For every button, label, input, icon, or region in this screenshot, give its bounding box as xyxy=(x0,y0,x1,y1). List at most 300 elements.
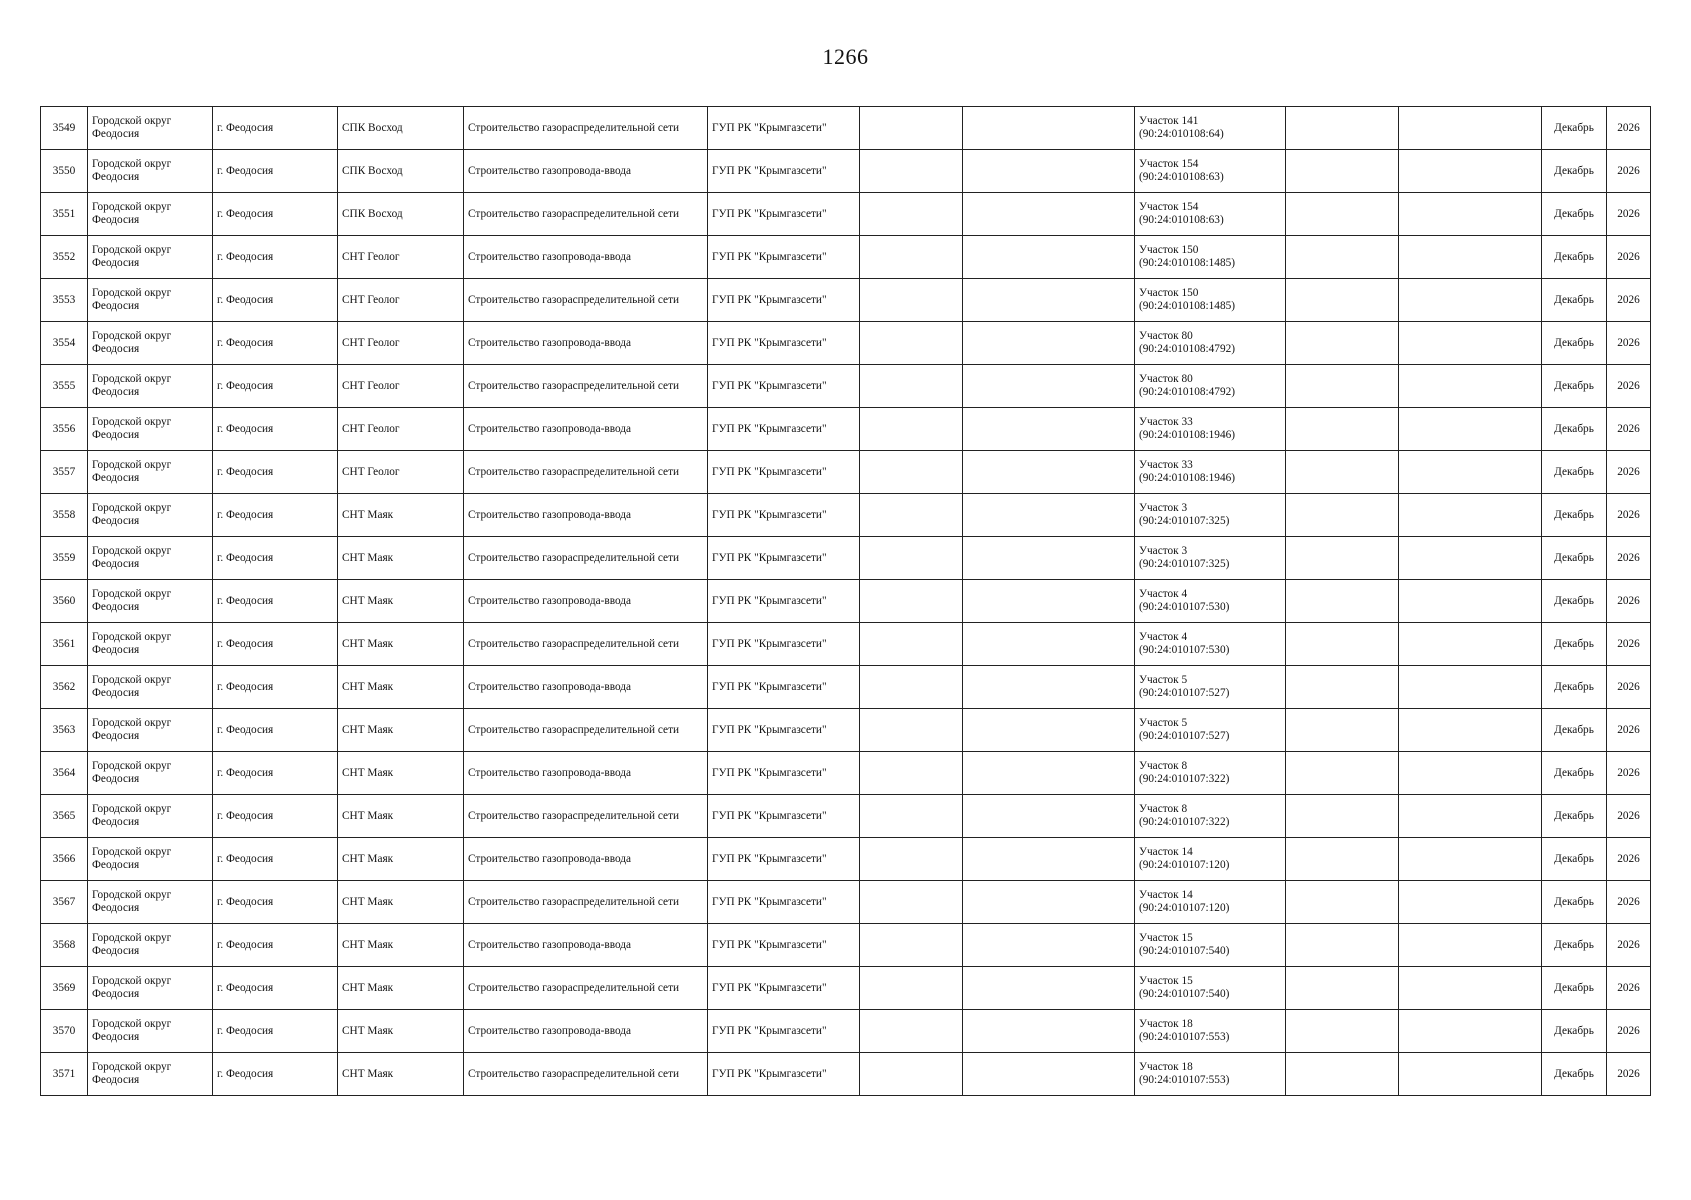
empty-cell xyxy=(860,1053,963,1096)
cadastral-number: (90:24:010108:1485) xyxy=(1139,257,1236,269)
empty-cell xyxy=(963,709,1135,752)
work-type-cell: Строительство газораспределительной сети xyxy=(464,365,708,408)
empty-cell xyxy=(860,408,963,451)
organization-cell: СНТ Маяк xyxy=(338,838,464,881)
plot-cell xyxy=(1135,322,1286,365)
table-row xyxy=(41,795,1651,838)
plot-cell xyxy=(1135,107,1286,150)
operator-cell: ГУП РК "Крымгазсети" xyxy=(708,709,860,752)
row-number: 3558 xyxy=(41,494,88,537)
empty-cell xyxy=(1399,1053,1542,1096)
empty-cell xyxy=(963,1010,1135,1053)
settlement-cell: г. Феодосия xyxy=(213,881,338,924)
work-type-cell: Строительство газопровода-ввода xyxy=(464,752,708,795)
organization-cell: СПК Восход xyxy=(338,107,464,150)
year-cell: 2026 xyxy=(1607,709,1651,752)
year-cell: 2026 xyxy=(1607,752,1651,795)
plot-cell xyxy=(1135,365,1286,408)
settlement-cell: г. Феодосия xyxy=(213,580,338,623)
empty-cell xyxy=(860,709,963,752)
empty-cell xyxy=(860,623,963,666)
plot-label: Участок 8 xyxy=(1139,803,1188,815)
empty-cell xyxy=(860,537,963,580)
plot-label: Участок 150 xyxy=(1139,244,1199,256)
table-row xyxy=(41,1053,1651,1096)
year-cell: 2026 xyxy=(1607,408,1651,451)
empty-cell xyxy=(963,580,1135,623)
settlement-cell: г. Феодосия xyxy=(213,322,338,365)
organization-cell: СНТ Геолог xyxy=(338,279,464,322)
empty-cell xyxy=(1286,322,1399,365)
empty-cell xyxy=(860,580,963,623)
empty-cell xyxy=(963,838,1135,881)
operator-cell: ГУП РК "Крымгазсети" xyxy=(708,236,860,279)
settlement-cell: г. Феодосия xyxy=(213,365,338,408)
year-cell: 2026 xyxy=(1607,537,1651,580)
year-cell: 2026 xyxy=(1607,322,1651,365)
table-row xyxy=(41,193,1651,236)
operator-cell: ГУП РК "Крымгазсети" xyxy=(708,623,860,666)
empty-cell xyxy=(860,838,963,881)
row-number: 3564 xyxy=(41,752,88,795)
settlement-cell: г. Феодосия xyxy=(213,1053,338,1096)
empty-cell xyxy=(1399,279,1542,322)
year-cell: 2026 xyxy=(1607,279,1651,322)
row-number: 3559 xyxy=(41,537,88,580)
cadastral-number: (90:24:010107:527) xyxy=(1139,687,1230,699)
district-cell: Городской округ Феодосия xyxy=(88,193,213,236)
settlement-cell: г. Феодосия xyxy=(213,795,338,838)
operator-cell: ГУП РК "Крымгазсети" xyxy=(708,494,860,537)
organization-cell: СНТ Маяк xyxy=(338,1053,464,1096)
table-row xyxy=(41,408,1651,451)
operator-cell: ГУП РК "Крымгазсети" xyxy=(708,193,860,236)
district-cell: Городской округ Феодосия xyxy=(88,408,213,451)
row-number: 3565 xyxy=(41,795,88,838)
plot-label: Участок 14 xyxy=(1139,889,1193,901)
organization-cell: СНТ Геолог xyxy=(338,408,464,451)
row-number: 3563 xyxy=(41,709,88,752)
cadastral-number: (90:24:010107:540) xyxy=(1139,945,1230,957)
empty-cell xyxy=(1286,580,1399,623)
cadastral-number: (90:24:010107:120) xyxy=(1139,902,1230,914)
operator-cell: ГУП РК "Крымгазсети" xyxy=(708,1010,860,1053)
empty-cell xyxy=(860,924,963,967)
registry-table xyxy=(40,106,1651,1096)
work-type-cell: Строительство газораспределительной сети xyxy=(464,623,708,666)
settlement-cell: г. Феодосия xyxy=(213,494,338,537)
plot-label: Участок 3 xyxy=(1139,502,1188,514)
work-type-cell: Строительство газопровода-ввода xyxy=(464,666,708,709)
empty-cell xyxy=(1286,623,1399,666)
empty-cell xyxy=(1399,365,1542,408)
empty-cell xyxy=(1399,537,1542,580)
table-row xyxy=(41,967,1651,1010)
year-cell: 2026 xyxy=(1607,580,1651,623)
table-row xyxy=(41,236,1651,279)
empty-cell xyxy=(963,322,1135,365)
row-number: 3549 xyxy=(41,107,88,150)
cadastral-number: (90:24:010107:325) xyxy=(1139,515,1230,527)
district-cell: Городской округ Феодосия xyxy=(88,580,213,623)
year-cell: 2026 xyxy=(1607,967,1651,1010)
month-cell: Декабрь xyxy=(1542,322,1607,365)
settlement-cell: г. Феодосия xyxy=(213,236,338,279)
empty-cell xyxy=(963,537,1135,580)
plot-label: Участок 5 xyxy=(1139,674,1188,686)
district-cell: Городской округ Феодосия xyxy=(88,322,213,365)
work-type-cell: Строительство газопровода-ввода xyxy=(464,1010,708,1053)
row-number: 3561 xyxy=(41,623,88,666)
work-type-cell: Строительство газораспределительной сети xyxy=(464,709,708,752)
empty-cell xyxy=(1286,107,1399,150)
district-cell: Городской округ Феодосия xyxy=(88,967,213,1010)
plot-label: Участок 150 xyxy=(1139,287,1199,299)
table-row xyxy=(41,322,1651,365)
row-number: 3552 xyxy=(41,236,88,279)
plot-label: Участок 5 xyxy=(1139,717,1188,729)
month-cell: Декабрь xyxy=(1542,1010,1607,1053)
district-cell: Городской округ Феодосия xyxy=(88,537,213,580)
year-cell: 2026 xyxy=(1607,924,1651,967)
empty-cell xyxy=(1399,752,1542,795)
organization-cell: СНТ Маяк xyxy=(338,537,464,580)
empty-cell xyxy=(1286,537,1399,580)
year-cell: 2026 xyxy=(1607,1053,1651,1096)
settlement-cell: г. Феодосия xyxy=(213,537,338,580)
organization-cell: СНТ Маяк xyxy=(338,1010,464,1053)
table-row xyxy=(41,881,1651,924)
empty-cell xyxy=(860,967,963,1010)
plot-label: Участок 80 xyxy=(1139,373,1193,385)
empty-cell xyxy=(1399,451,1542,494)
cadastral-number: (90:24:010107:540) xyxy=(1139,988,1230,1000)
empty-cell xyxy=(963,967,1135,1010)
work-type-cell: Строительство газораспределительной сети xyxy=(464,193,708,236)
month-cell: Декабрь xyxy=(1542,150,1607,193)
month-cell: Декабрь xyxy=(1542,494,1607,537)
operator-cell: ГУП РК "Крымгазсети" xyxy=(708,924,860,967)
operator-cell: ГУП РК "Крымгазсети" xyxy=(708,322,860,365)
operator-cell: ГУП РК "Крымгазсети" xyxy=(708,795,860,838)
table-row xyxy=(41,365,1651,408)
cadastral-number: (90:24:010107:322) xyxy=(1139,773,1230,785)
row-number: 3569 xyxy=(41,967,88,1010)
cadastral-number: (90:24:010108:1485) xyxy=(1139,300,1236,312)
empty-cell xyxy=(963,881,1135,924)
empty-cell xyxy=(963,795,1135,838)
operator-cell: ГУП РК "Крымгазсети" xyxy=(708,537,860,580)
operator-cell: ГУП РК "Крымгазсети" xyxy=(708,881,860,924)
district-cell: Городской округ Феодосия xyxy=(88,924,213,967)
plot-cell xyxy=(1135,236,1286,279)
plot-cell xyxy=(1135,795,1286,838)
organization-cell: СНТ Маяк xyxy=(338,666,464,709)
empty-cell xyxy=(1286,451,1399,494)
table-row xyxy=(41,623,1651,666)
plot-label: Участок 14 xyxy=(1139,846,1193,858)
organization-cell: СНТ Маяк xyxy=(338,623,464,666)
empty-cell xyxy=(1286,408,1399,451)
work-type-cell: Строительство газораспределительной сети xyxy=(464,537,708,580)
empty-cell xyxy=(1399,881,1542,924)
plot-cell xyxy=(1135,408,1286,451)
plot-cell xyxy=(1135,881,1286,924)
settlement-cell: г. Феодосия xyxy=(213,666,338,709)
plot-cell xyxy=(1135,537,1286,580)
empty-cell xyxy=(1286,838,1399,881)
table-row xyxy=(41,494,1651,537)
plot-cell xyxy=(1135,193,1286,236)
operator-cell: ГУП РК "Крымгазсети" xyxy=(708,408,860,451)
month-cell: Декабрь xyxy=(1542,279,1607,322)
plot-cell xyxy=(1135,451,1286,494)
table-row xyxy=(41,709,1651,752)
organization-cell: СПК Восход xyxy=(338,193,464,236)
organization-cell: СНТ Маяк xyxy=(338,752,464,795)
empty-cell xyxy=(1399,924,1542,967)
operator-cell: ГУП РК "Крымгазсети" xyxy=(708,580,860,623)
operator-cell: ГУП РК "Крымгазсети" xyxy=(708,838,860,881)
empty-cell xyxy=(1286,709,1399,752)
row-number: 3550 xyxy=(41,150,88,193)
operator-cell: ГУП РК "Крымгазсети" xyxy=(708,1053,860,1096)
year-cell: 2026 xyxy=(1607,236,1651,279)
empty-cell xyxy=(963,494,1135,537)
operator-cell: ГУП РК "Крымгазсети" xyxy=(708,967,860,1010)
year-cell: 2026 xyxy=(1607,881,1651,924)
month-cell: Декабрь xyxy=(1542,881,1607,924)
empty-cell xyxy=(860,1010,963,1053)
empty-cell xyxy=(860,795,963,838)
settlement-cell: г. Феодосия xyxy=(213,967,338,1010)
empty-cell xyxy=(1399,623,1542,666)
organization-cell: СНТ Геолог xyxy=(338,322,464,365)
settlement-cell: г. Феодосия xyxy=(213,838,338,881)
table-body xyxy=(41,107,1651,1096)
empty-cell xyxy=(1286,752,1399,795)
month-cell: Декабрь xyxy=(1542,408,1607,451)
empty-cell xyxy=(860,666,963,709)
district-cell: Городской округ Феодосия xyxy=(88,107,213,150)
row-number: 3567 xyxy=(41,881,88,924)
empty-cell xyxy=(963,107,1135,150)
empty-cell xyxy=(860,236,963,279)
work-type-cell: Строительство газопровода-ввода xyxy=(464,322,708,365)
cadastral-number: (90:24:010107:325) xyxy=(1139,558,1230,570)
month-cell: Декабрь xyxy=(1542,709,1607,752)
settlement-cell: г. Феодосия xyxy=(213,709,338,752)
plot-label: Участок 141 xyxy=(1139,115,1199,127)
row-number: 3551 xyxy=(41,193,88,236)
month-cell: Декабрь xyxy=(1542,795,1607,838)
operator-cell: ГУП РК "Крымгазсети" xyxy=(708,451,860,494)
district-cell: Городской округ Феодосия xyxy=(88,279,213,322)
row-number: 3557 xyxy=(41,451,88,494)
year-cell: 2026 xyxy=(1607,365,1651,408)
empty-cell xyxy=(860,365,963,408)
plot-cell xyxy=(1135,752,1286,795)
empty-cell xyxy=(860,193,963,236)
table-row xyxy=(41,580,1651,623)
district-cell: Городской округ Феодосия xyxy=(88,1053,213,1096)
cadastral-number: (90:24:010107:530) xyxy=(1139,601,1230,613)
empty-cell xyxy=(860,279,963,322)
month-cell: Декабрь xyxy=(1542,107,1607,150)
organization-cell: СНТ Маяк xyxy=(338,709,464,752)
empty-cell xyxy=(1286,1053,1399,1096)
operator-cell: ГУП РК "Крымгазсети" xyxy=(708,150,860,193)
plot-label: Участок 3 xyxy=(1139,545,1188,557)
table-row xyxy=(41,1010,1651,1053)
cadastral-number: (90:24:010107:553) xyxy=(1139,1074,1230,1086)
empty-cell xyxy=(963,451,1135,494)
settlement-cell: г. Феодосия xyxy=(213,752,338,795)
row-number: 3571 xyxy=(41,1053,88,1096)
cadastral-number: (90:24:010107:120) xyxy=(1139,859,1230,871)
row-number: 3556 xyxy=(41,408,88,451)
month-cell: Декабрь xyxy=(1542,752,1607,795)
empty-cell xyxy=(1399,709,1542,752)
plot-cell xyxy=(1135,494,1286,537)
organization-cell: СНТ Маяк xyxy=(338,795,464,838)
empty-cell xyxy=(860,150,963,193)
cadastral-number: (90:24:010108:4792) xyxy=(1139,386,1236,398)
cadastral-number: (90:24:010107:527) xyxy=(1139,730,1230,742)
operator-cell: ГУП РК "Крымгазсети" xyxy=(708,752,860,795)
empty-cell xyxy=(963,365,1135,408)
cadastral-number: (90:24:010108:1946) xyxy=(1139,429,1236,441)
table-row xyxy=(41,838,1651,881)
work-type-cell: Строительство газораспределительной сети xyxy=(464,967,708,1010)
cadastral-number: (90:24:010108:4792) xyxy=(1139,343,1236,355)
empty-cell xyxy=(1286,365,1399,408)
year-cell: 2026 xyxy=(1607,107,1651,150)
work-type-cell: Строительство газопровода-ввода xyxy=(464,408,708,451)
year-cell: 2026 xyxy=(1607,451,1651,494)
table-row xyxy=(41,107,1651,150)
empty-cell xyxy=(1286,967,1399,1010)
year-cell: 2026 xyxy=(1607,193,1651,236)
settlement-cell: г. Феодосия xyxy=(213,107,338,150)
work-type-cell: Строительство газораспределительной сети xyxy=(464,1053,708,1096)
empty-cell xyxy=(1286,924,1399,967)
month-cell: Декабрь xyxy=(1542,365,1607,408)
organization-cell: СНТ Геолог xyxy=(338,451,464,494)
cadastral-number: (90:24:010108:64) xyxy=(1139,128,1224,140)
month-cell: Декабрь xyxy=(1542,967,1607,1010)
work-type-cell: Строительство газопровода-ввода xyxy=(464,236,708,279)
empty-cell xyxy=(860,752,963,795)
settlement-cell: г. Феодосия xyxy=(213,279,338,322)
district-cell: Городской округ Феодосия xyxy=(88,838,213,881)
plot-cell xyxy=(1135,623,1286,666)
plot-cell xyxy=(1135,279,1286,322)
plot-cell xyxy=(1135,924,1286,967)
operator-cell: ГУП РК "Крымгазсети" xyxy=(708,279,860,322)
work-type-cell: Строительство газопровода-ввода xyxy=(464,838,708,881)
page-number: 1266 xyxy=(822,44,869,69)
settlement-cell: г. Феодосия xyxy=(213,150,338,193)
plot-label: Участок 33 xyxy=(1139,416,1193,428)
cadastral-number: (90:24:010108:1946) xyxy=(1139,472,1236,484)
empty-cell xyxy=(963,236,1135,279)
plot-label: Участок 4 xyxy=(1139,588,1188,600)
plot-label: Участок 15 xyxy=(1139,975,1193,987)
empty-cell xyxy=(963,279,1135,322)
empty-cell xyxy=(1399,107,1542,150)
district-cell: Городской округ Феодосия xyxy=(88,365,213,408)
empty-cell xyxy=(860,494,963,537)
plot-cell xyxy=(1135,967,1286,1010)
empty-cell xyxy=(963,924,1135,967)
cadastral-number: (90:24:010107:530) xyxy=(1139,644,1230,656)
table-row xyxy=(41,666,1651,709)
empty-cell xyxy=(1286,193,1399,236)
year-cell: 2026 xyxy=(1607,666,1651,709)
table-row xyxy=(41,150,1651,193)
month-cell: Декабрь xyxy=(1542,838,1607,881)
empty-cell xyxy=(1286,881,1399,924)
plot-label: Участок 154 xyxy=(1139,201,1199,213)
district-cell: Городской округ Феодосия xyxy=(88,623,213,666)
row-number: 3560 xyxy=(41,580,88,623)
work-type-cell: Строительство газораспределительной сети xyxy=(464,881,708,924)
plot-label: Участок 15 xyxy=(1139,932,1193,944)
work-type-cell: Строительство газопровода-ввода xyxy=(464,924,708,967)
settlement-cell: г. Феодосия xyxy=(213,193,338,236)
empty-cell xyxy=(1399,494,1542,537)
plot-label: Участок 154 xyxy=(1139,158,1199,170)
empty-cell xyxy=(1399,580,1542,623)
empty-cell xyxy=(1399,838,1542,881)
empty-cell xyxy=(1399,666,1542,709)
empty-cell xyxy=(1286,279,1399,322)
row-number: 3555 xyxy=(41,365,88,408)
cadastral-number: (90:24:010108:63) xyxy=(1139,171,1224,183)
empty-cell xyxy=(1286,236,1399,279)
district-cell: Городской округ Феодосия xyxy=(88,666,213,709)
organization-cell: СНТ Маяк xyxy=(338,580,464,623)
organization-cell: СНТ Маяк xyxy=(338,967,464,1010)
work-type-cell: Строительство газораспределительной сети xyxy=(464,451,708,494)
empty-cell xyxy=(860,107,963,150)
empty-cell xyxy=(1286,1010,1399,1053)
month-cell: Декабрь xyxy=(1542,193,1607,236)
settlement-cell: г. Феодосия xyxy=(213,924,338,967)
empty-cell xyxy=(1286,666,1399,709)
district-cell: Городской округ Феодосия xyxy=(88,150,213,193)
organization-cell: СНТ Геолог xyxy=(338,236,464,279)
organization-cell: СНТ Геолог xyxy=(338,365,464,408)
plot-label: Участок 80 xyxy=(1139,330,1193,342)
row-number: 3566 xyxy=(41,838,88,881)
empty-cell xyxy=(1399,408,1542,451)
empty-cell xyxy=(963,623,1135,666)
cadastral-number: (90:24:010107:322) xyxy=(1139,816,1230,828)
empty-cell xyxy=(1286,795,1399,838)
empty-cell xyxy=(963,666,1135,709)
empty-cell xyxy=(1399,193,1542,236)
month-cell: Декабрь xyxy=(1542,537,1607,580)
year-cell: 2026 xyxy=(1607,838,1651,881)
row-number: 3553 xyxy=(41,279,88,322)
cadastral-number: (90:24:010107:553) xyxy=(1139,1031,1230,1043)
district-cell: Городской округ Феодосия xyxy=(88,494,213,537)
empty-cell xyxy=(963,193,1135,236)
settlement-cell: г. Феодосия xyxy=(213,451,338,494)
month-cell: Декабрь xyxy=(1542,580,1607,623)
